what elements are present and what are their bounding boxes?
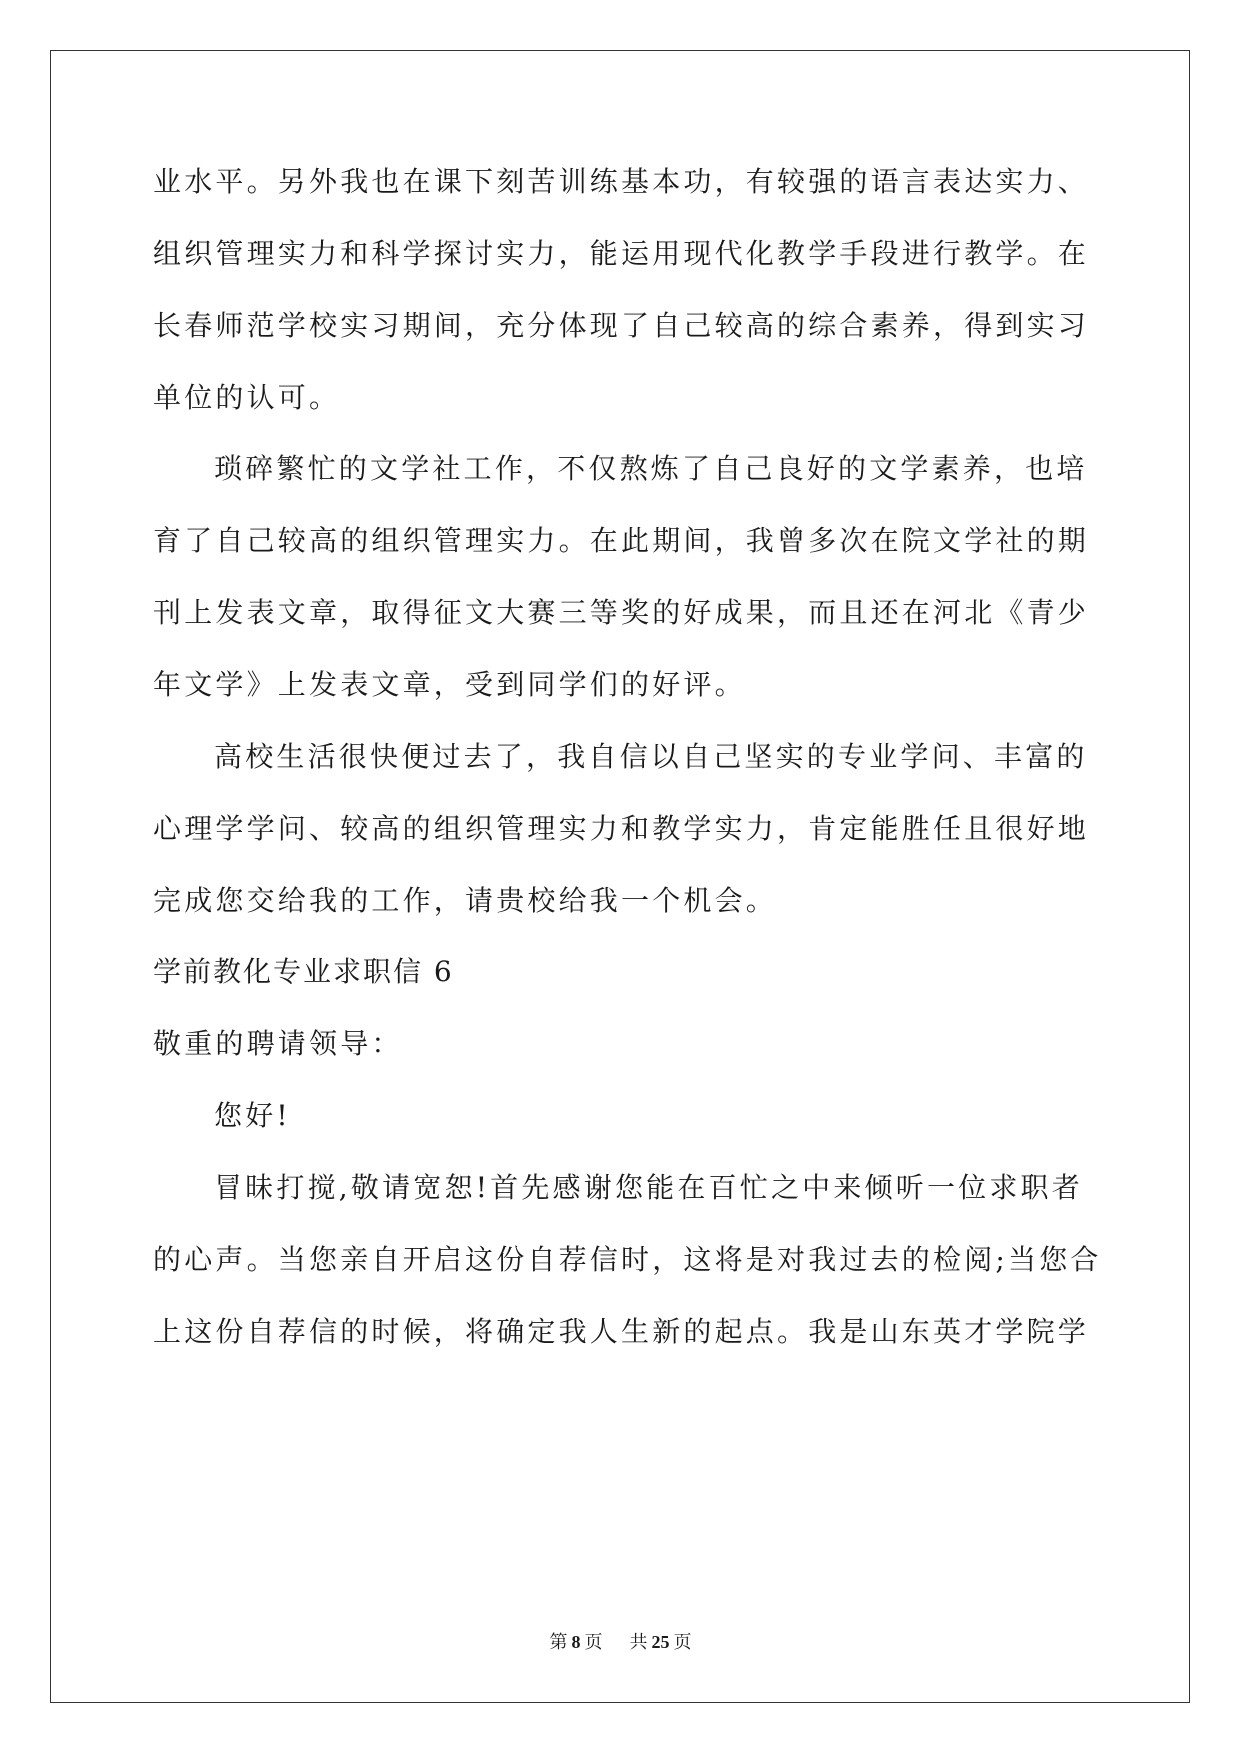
body-line: 业水平。另外我也在课下刻苦训练基本功，有较强的语言表达实力、 (153, 165, 1090, 198)
paragraph-first-line: 高校生活很快便过去了，我自信以自己坚实的专业学问、丰富的 (214, 740, 1088, 773)
body-line: 单位的认可。 (153, 381, 341, 414)
page-footer (0, 1631, 1241, 1654)
body-line: 年文学》上发表文章，受到同学们的好评。 (153, 668, 746, 701)
total-label-prefix: 共 (629, 1632, 648, 1653)
paragraph-first-line: 冒昧打搅,敬请宽恕!首先感谢您能在百忙之中来倾听一位求职者 (214, 1171, 1083, 1204)
section-heading: 学前教化专业求职信 6 (153, 955, 454, 988)
body-line: 的心声。当您亲自开启这份自荐信时，这将是对我过去的检阅;当您合 (153, 1243, 1102, 1276)
paragraph-first-line: 琐碎繁忙的文学社工作，不仅熬炼了自己良好的文学素养，也培 (214, 452, 1088, 485)
body-line: 完成您交给我的工作，请贵校给我一个机会。 (153, 884, 778, 917)
body-line: 组织管理实力和科学探讨实力，能运用现代化教学手段进行教学。在 (153, 237, 1090, 270)
greeting: 您好! (214, 1099, 291, 1132)
total-label-suffix: 页 (673, 1632, 692, 1653)
body-line: 心理学学问、较高的组织管理实力和教学实力，肯定能胜任且很好地 (153, 812, 1090, 845)
body-line: 育了自己较高的组织管理实力。在此期间，我曾多次在院文学社的期 (153, 524, 1090, 557)
page-label-suffix: 页 (584, 1632, 603, 1653)
page-label-prefix: 第 (549, 1632, 568, 1653)
body-line: 上这份自荐信的时候，将确定我人生新的起点。我是山东英才学院学 (153, 1315, 1090, 1348)
page-border (50, 50, 1190, 1703)
body-line: 长春师范学校实习期间，充分体现了自己较高的综合素养，得到实习 (153, 309, 1090, 342)
body-line: 刊上发表文章，取得征文大赛三等奖的好成果，而且还在河北《青少 (153, 596, 1090, 629)
total-pages: 25 (651, 1632, 670, 1652)
page-number: 8 (571, 1632, 581, 1652)
salutation: 敬重的聘请领导： (153, 1027, 403, 1060)
